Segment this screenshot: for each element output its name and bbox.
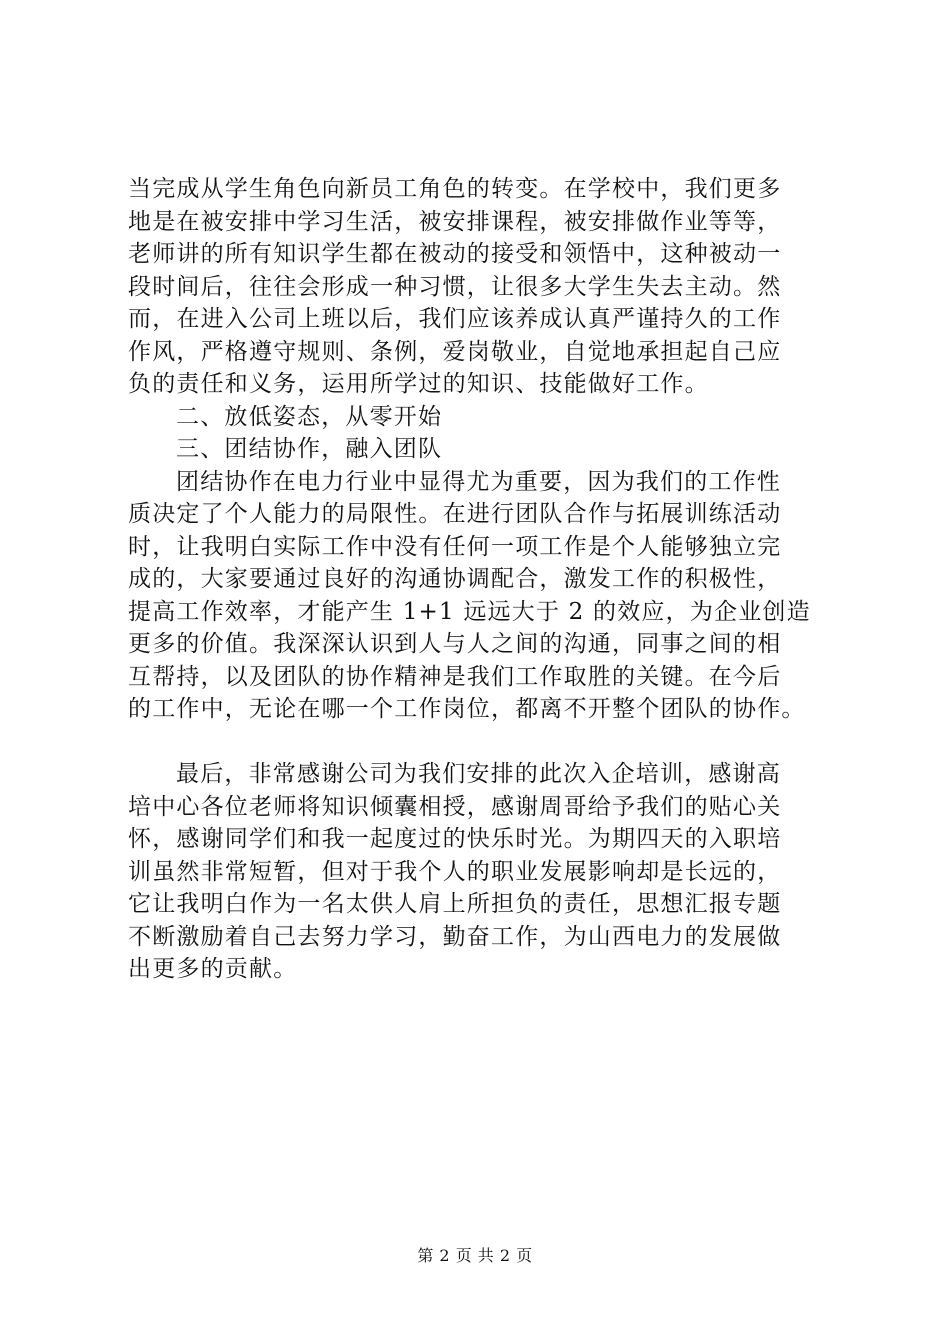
text-line: 更多的价值。我深深认识到人与人之间的沟通，同事之间的相 bbox=[128, 631, 782, 657]
text-line: 互帮持，以及团队的协作精神是我们工作取胜的关键。在今后 bbox=[128, 663, 782, 690]
text-line: 团结协作在电力行业中显得尤为重要，因为我们的工作性 bbox=[176, 468, 781, 495]
text-line: 作风，严格遵守规则、条例，爱岗敬业，自觉地承担起自己应 bbox=[128, 338, 782, 365]
paragraph-conclusion bbox=[128, 758, 868, 986]
text-line: 训虽然非常短暂，但对于我个人的职业发展影响却是长远的， bbox=[128, 858, 782, 885]
text-line: 而，在进入公司上班以后，我们应该养成认真严谨持久的工作 bbox=[128, 306, 782, 332]
text-line: 的工作中，无论在哪一个工作岗位，都离不开整个团队的协作。 bbox=[128, 696, 806, 722]
text-line: 地是在被安排中学习生活，被安排课程，被安排做作业等等， bbox=[128, 208, 782, 235]
text-line: 最后，非常感谢公司为我们安排的此次入企培训，感谢高 bbox=[176, 761, 781, 787]
text-line: 它让我明白作为一名太供人肩上所担负的责任，思想汇报专题 bbox=[128, 891, 782, 917]
paragraph-teamwork bbox=[128, 466, 868, 726]
text-line: 出更多的贡献。 bbox=[128, 956, 298, 982]
text-line: 段时间后，往往会形成一种习惯，让很多大学生失去主动。然 bbox=[128, 273, 782, 300]
section-heading-2: 二、放低姿态，从零开始 bbox=[176, 403, 443, 430]
paragraph-spacer bbox=[128, 726, 868, 759]
section-heading-3: 三、团结协作，融入团队 bbox=[176, 436, 443, 462]
paragraph-role-transition bbox=[128, 173, 868, 401]
text-line: 老师讲的所有知识学生都在被动的接受和领悟中，这种被动一 bbox=[128, 241, 782, 267]
page-footer bbox=[0, 1246, 950, 1266]
text-line: 时，让我明白实际工作中没有任何一项工作是个人能够独立完 bbox=[128, 533, 782, 560]
text-line: 成的，大家要通过良好的沟通协调配合，激发工作的积极性， bbox=[128, 566, 782, 592]
page-number-label: 第 2 页 共 2 页 bbox=[417, 1246, 533, 1265]
text-line: 不断激励着自己去努力学习，勤奋工作，为山西电力的发展做 bbox=[128, 923, 782, 950]
text-line: 培中心各位老师将知识倾囊相授，感谢周哥给予我们的贴心关 bbox=[128, 793, 782, 820]
text-line: 提高工作效率，才能产生 1+1 远远大于 2 的效应，为企业创造 bbox=[128, 598, 811, 625]
body-text bbox=[128, 173, 868, 986]
text-line: 负的责任和义务，运用所学过的知识、技能做好工作。 bbox=[128, 371, 709, 397]
text-line: 当完成从学生角色向新员工角色的转变。在学校中，我们更多 bbox=[128, 176, 782, 202]
text-line: 怀，感谢同学们和我一起度过的快乐时光。为期四天的入职培 bbox=[128, 826, 782, 852]
text-line: 质决定了个人能力的局限性。在进行团队合作与拓展训练活动 bbox=[128, 501, 782, 527]
